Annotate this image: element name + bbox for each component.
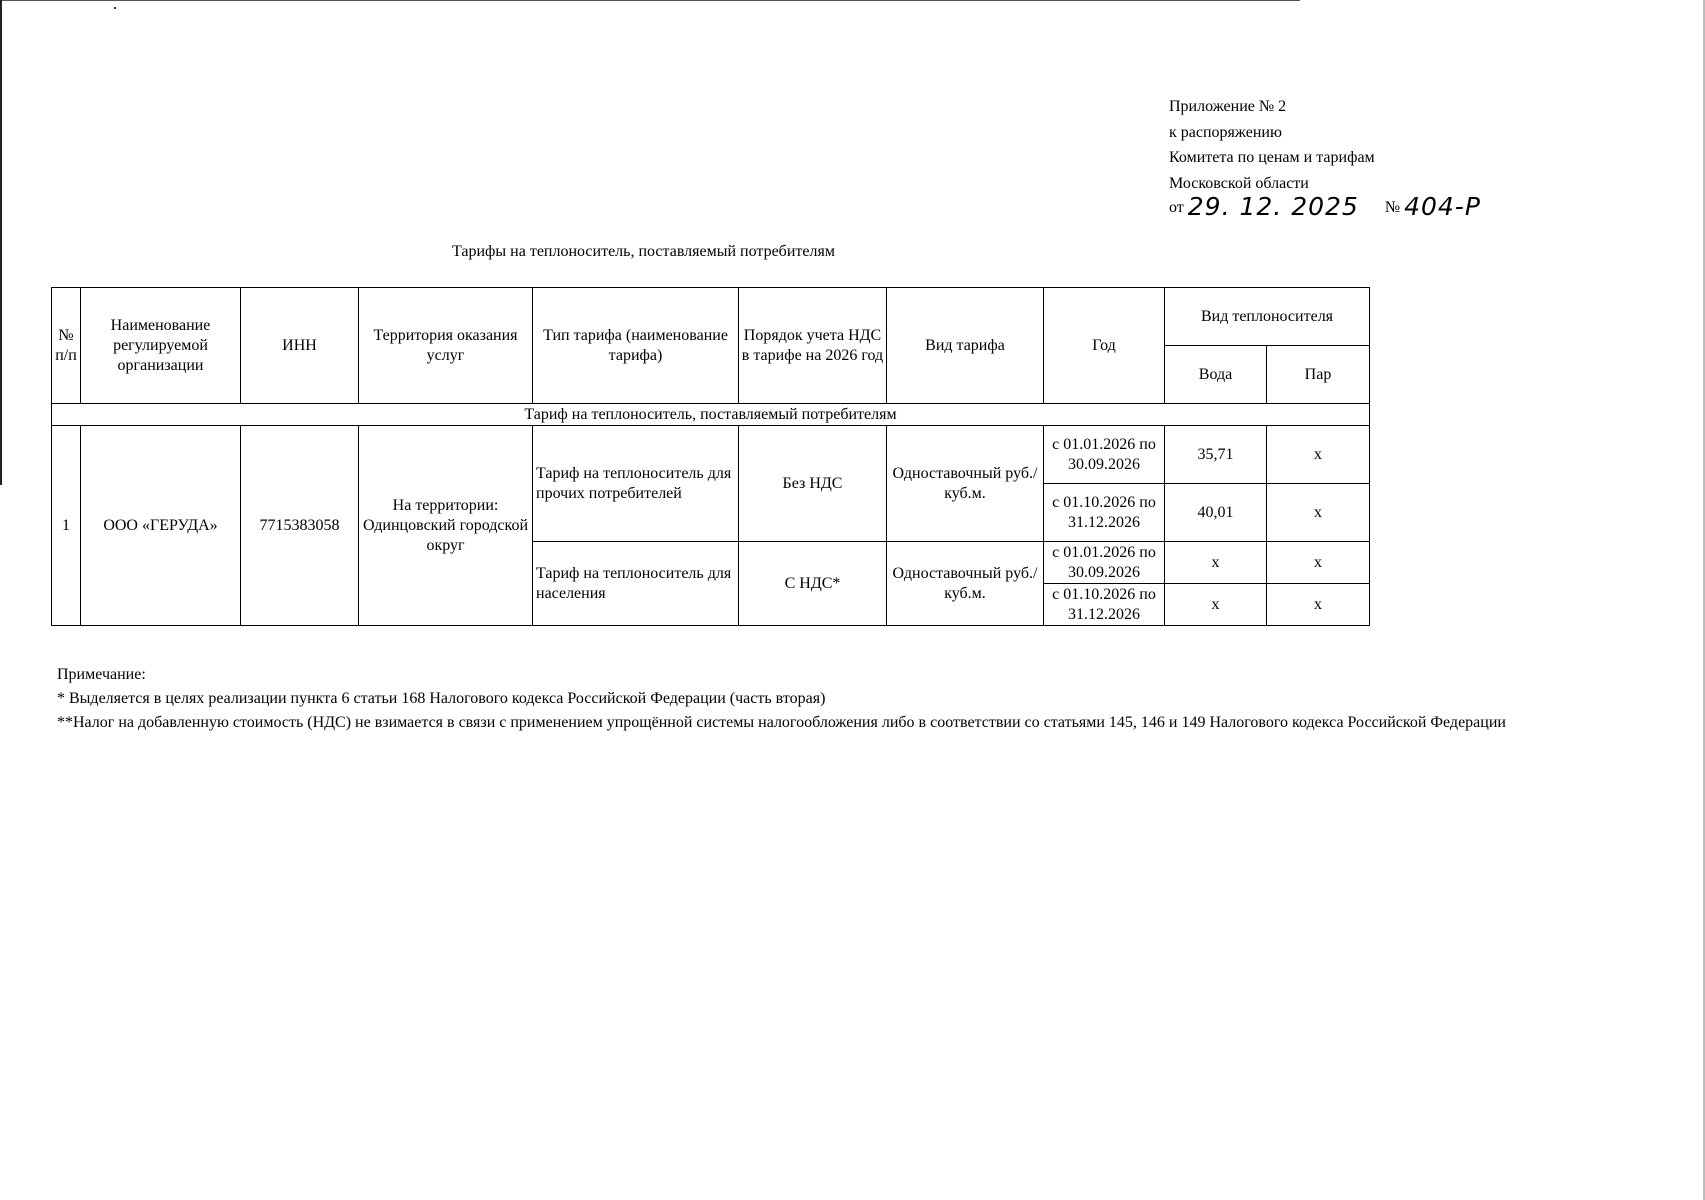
scan-speck — [114, 7, 116, 9]
number-prefix: № — [1384, 198, 1401, 216]
note-vat: * Выделяется в целях реализации пункта 6 статьи 168 Налогового кодекса Российской Федерации (часть вторая) — [57, 690, 826, 707]
appendix-line: к распоряжению — [1169, 123, 1282, 141]
cell-period: с 01.10.2026 по 31.12.2026 — [1044, 584, 1165, 626]
header-year: Год — [1044, 288, 1165, 404]
handwritten-date: 29. 12. 2025 — [1187, 192, 1359, 221]
header-inn: ИНН — [241, 288, 359, 404]
appendix-line: Приложение № 2 — [1169, 98, 1287, 115]
scan-edge-left — [0, 0, 2, 485]
appendix-header — [1169, 94, 1481, 220]
cell-num: 1 — [52, 426, 81, 626]
header-num: № п/п — [52, 288, 81, 404]
header-territory: Территория оказания услуг — [359, 288, 533, 404]
cell-water: х — [1165, 542, 1267, 584]
order-date-number — [1169, 194, 1481, 220]
handwritten-number: 404-Р — [1404, 192, 1481, 221]
cell-territory: На территории: Одинцовский городской округ — [359, 426, 533, 626]
section-title: Тариф на теплоноситель, поставляемый потребителям — [52, 404, 1370, 426]
cell-tariff-type: Тариф на теплоноситель для населения — [533, 542, 739, 626]
appendix-line: Московской области — [1169, 174, 1309, 192]
notes — [57, 663, 1506, 735]
cell-kind: Одноставочный руб./куб.м. — [887, 542, 1044, 626]
header-tariff-type: Тип тарифа (наименование тарифа) — [533, 288, 739, 404]
appendix-line: Комитета по ценам и тарифам — [1169, 149, 1375, 166]
cell-steam: х — [1267, 484, 1370, 542]
cell-period: с 01.01.2026 по 30.09.2026 — [1044, 426, 1165, 484]
header-steam: Пар — [1267, 346, 1370, 404]
date-prefix: от — [1169, 198, 1184, 216]
cell-period: с 01.01.2026 по 30.09.2026 — [1044, 542, 1165, 584]
cell-vat: С НДС* — [739, 542, 887, 626]
header-tariff-kind: Вид тарифа — [887, 288, 1044, 404]
table-row — [52, 426, 1370, 484]
cell-kind: Одноставочный руб./куб.м. — [887, 426, 1044, 542]
header-vat-order: Порядок учета НДС в тарифе на 2026 год — [739, 288, 887, 404]
cell-water: 40,01 — [1165, 484, 1267, 542]
cell-inn: 7715383058 — [241, 426, 359, 626]
cell-vat: Без НДС — [739, 426, 887, 542]
header-water: Вода — [1165, 346, 1267, 404]
cell-steam: х — [1267, 584, 1370, 626]
cell-water: 35,71 — [1165, 426, 1267, 484]
cell-period: с 01.10.2026 по 31.12.2026 — [1044, 484, 1165, 542]
note-no-vat: **Налог на добавленную стоимость (НДС) не взимается в связи с применением упрощённой системы налогообложения либо в соответствии со статьями 145, 146 и 149 Налогового кодекса Российской Федерации — [57, 714, 1506, 731]
cell-steam: х — [1267, 542, 1370, 584]
notes-heading: Примечание: — [57, 666, 146, 683]
tariff-table — [51, 287, 1370, 626]
cell-steam: х — [1267, 426, 1370, 484]
header-carrier: Вид теплоносителя — [1165, 288, 1370, 346]
scan-edge-top — [0, 0, 1300, 1]
document-title: Тарифы на теплоноситель, поставляемый потребителям — [452, 243, 835, 260]
cell-org: ООО «ГЕРУДА» — [81, 426, 241, 626]
cell-tariff-type: Тариф на теплоноситель для прочих потребителей — [533, 426, 739, 542]
cell-water: х — [1165, 584, 1267, 626]
header-org: Наименование регулируемой организации — [81, 288, 241, 404]
